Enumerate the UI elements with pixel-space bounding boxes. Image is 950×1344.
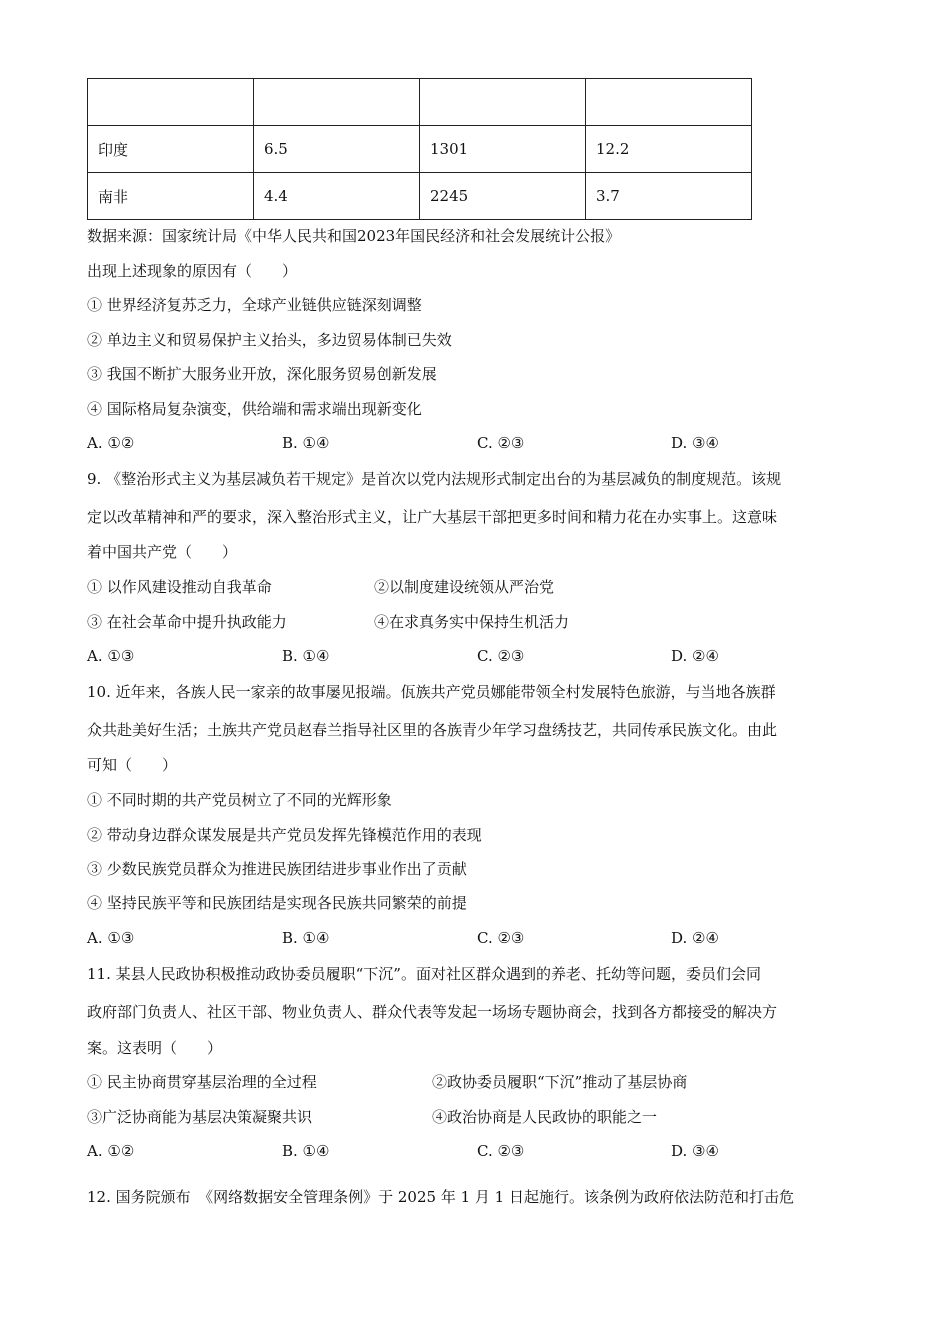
q8-item: ② 单边主义和贸易保护主义抬头，多边贸易体制已失效 <box>87 331 452 349</box>
table-cell: 印度 <box>88 126 254 173</box>
table-cell <box>254 79 420 126</box>
q9-choice-b: B. ①④ <box>282 647 330 665</box>
q10-choice-b: B. ①④ <box>282 929 330 947</box>
table-cell: 6.5 <box>254 126 420 173</box>
table-cell: 12.2 <box>586 126 752 173</box>
table-cell: 2245 <box>420 173 586 220</box>
q11-choice-c: C. ②③ <box>477 1142 525 1160</box>
table-row <box>88 126 752 173</box>
q11-stem: 11. 某县人民政协积极推动政协委员履职“下沉”。面对社区群众遇到的养老、托幼等问题，委员们会同 <box>87 965 761 983</box>
q8-choice-d: D. ③④ <box>671 434 719 452</box>
q10-item: ④ 坚持民族平等和民族团结是实现各民族共同繁荣的前提 <box>87 894 467 912</box>
q9-item: ②以制度建设统领从严治党 <box>374 578 555 596</box>
q8-choice-c: C. ②③ <box>477 434 525 452</box>
q10-stem: 众共赴美好生活；土族共产党员赵春兰指导社区里的各族青少年学习盘绣技艺，共同传承民族文化。由此 <box>87 721 778 739</box>
q8-choice-a: A. ①② <box>87 434 135 452</box>
q11-item: ① 民主协商贯穿基层治理的全过程 <box>87 1073 317 1091</box>
q10-item: ① 不同时期的共产党员树立了不同的光辉形象 <box>87 791 392 809</box>
q10-item: ② 带动身边群众谋发展是共产党员发挥先锋模范作用的表现 <box>87 826 482 844</box>
q9-item: ① 以作风建设推动自我革命 <box>87 578 272 596</box>
q12-stem: 12. 国务院颁布 《网络数据安全管理条例》于 2025 年 1 月 1 日起施行。该条例为政府依法防范和打击危 <box>87 1188 794 1206</box>
q9-stem: 着中国共产党（ ） <box>87 543 238 561</box>
q11-stem: 案。这表明（ ） <box>87 1039 223 1057</box>
q10-choice-c: C. ②③ <box>477 929 525 947</box>
table-row <box>88 173 752 220</box>
q9-item: ④在求真务实中保持生机活力 <box>374 613 570 631</box>
data-table <box>87 78 752 220</box>
table-cell <box>88 79 254 126</box>
q8-item: ④ 国际格局复杂演变，供给端和需求端出现新变化 <box>87 400 422 418</box>
table-cell <box>586 79 752 126</box>
q9-choice-c: C. ②③ <box>477 647 525 665</box>
q11-item: ④政治协商是人民政协的职能之一 <box>432 1108 658 1126</box>
q10-stem: 10. 近年来，各族人民一家亲的故事屡见报端。佤族共产党员娜能带领全村发展特色旅游，与当地各族群 <box>87 683 776 701</box>
q11-choice-d: D. ③④ <box>671 1142 719 1160</box>
q11-choice-a: A. ①② <box>87 1142 135 1160</box>
q10-choice-d: D. ②④ <box>671 929 719 947</box>
q8-prompt: 出现上述现象的原因有（ ） <box>87 262 298 280</box>
q9-choice-a: A. ①③ <box>87 647 135 665</box>
q11-item: ②政协委员履职“下沉”推动了基层协商 <box>432 1073 688 1091</box>
table-cell: 南非 <box>88 173 254 220</box>
q9-stem: 9. 《整治形式主义为基层减负若干规定》是首次以党内法规形式制定出台的为基层减负的制度规范。该规 <box>87 470 782 488</box>
q8-choice-b: B. ①④ <box>282 434 330 452</box>
table-cell: 3.7 <box>586 173 752 220</box>
q9-choice-d: D. ②④ <box>671 647 719 665</box>
q8-item: ③ 我国不断扩大服务业开放，深化服务贸易创新发展 <box>87 365 437 383</box>
q11-stem: 政府部门负责人、社区干部、物业负责人、群众代表等发起一场场专题协商会，找到各方都接受的解决方 <box>87 1003 778 1021</box>
q10-item: ③ 少数民族党员群众为推进民族团结进步事业作出了贡献 <box>87 860 467 878</box>
q10-choice-a: A. ①③ <box>87 929 135 947</box>
q11-item: ③广泛协商能为基层决策凝聚共识 <box>87 1108 313 1126</box>
q8-item: ① 世界经济复苏乏力，全球产业链供应链深刻调整 <box>87 296 422 314</box>
q9-item: ③ 在社会革命中提升执政能力 <box>87 613 287 631</box>
q9-stem: 定以改革精神和严的要求，深入整治形式主义，让广大基层干部把更多时间和精力花在办实事上。这意味 <box>87 508 778 526</box>
table-cell <box>420 79 586 126</box>
table-cell: 1301 <box>420 126 586 173</box>
table-cell: 4.4 <box>254 173 420 220</box>
data-source: 数据来源：国家统计局《中华人民共和国2023年国民经济和社会发展统计公报》 <box>87 227 621 245</box>
q11-choice-b: B. ①④ <box>282 1142 330 1160</box>
q10-stem: 可知（ ） <box>87 756 178 774</box>
table-row <box>88 79 752 126</box>
